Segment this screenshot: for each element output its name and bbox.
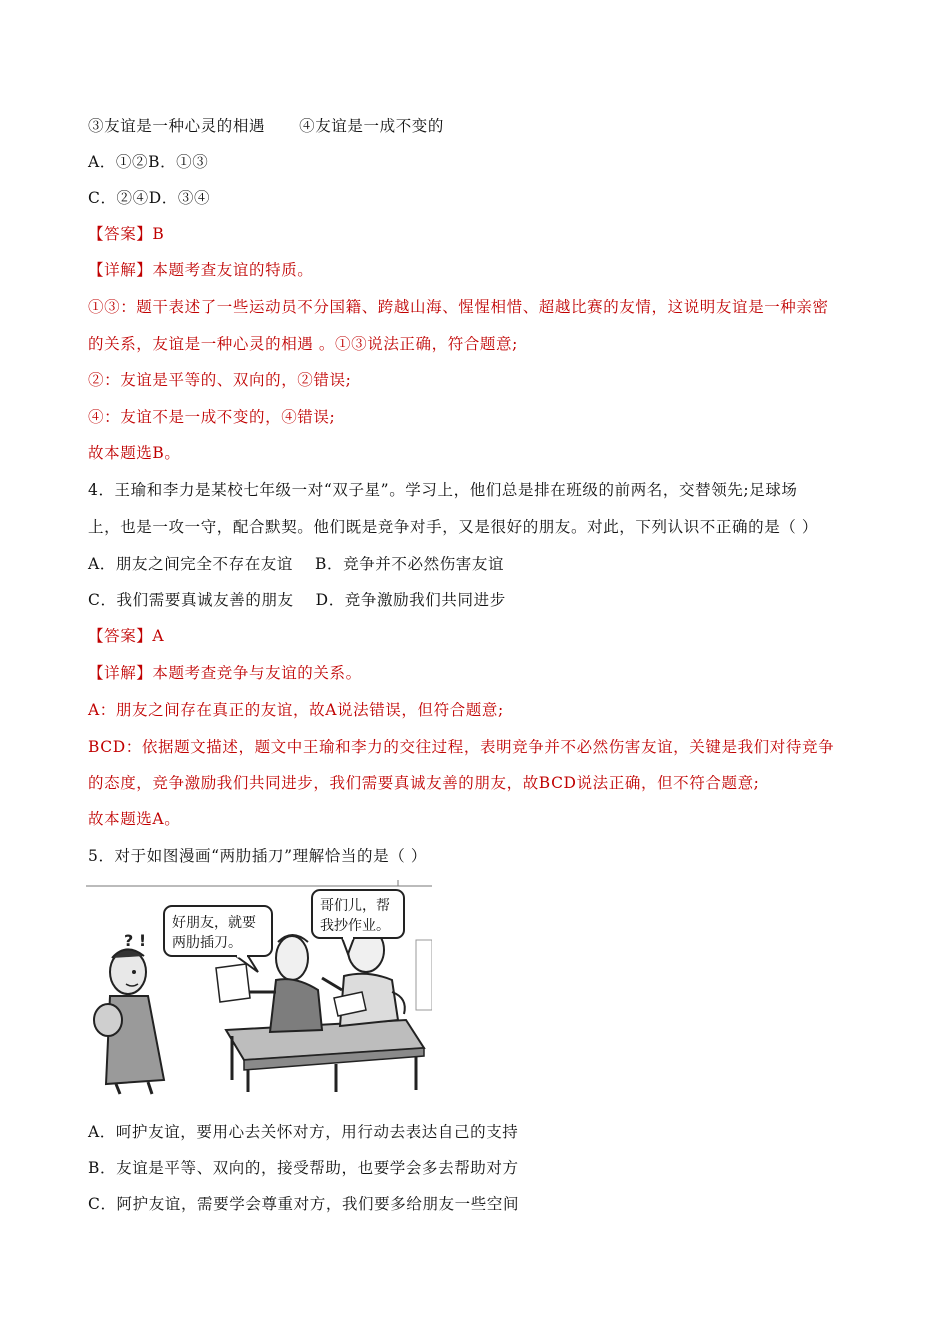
q3-statement-3: ③友谊是一种心灵的相遇 [88, 117, 266, 135]
q3-options-ab: A．①②B．①③ [88, 153, 209, 171]
q5-stem: 5．对于如图漫画“两肋插刀”理解恰当的是（ ） [88, 847, 427, 865]
puzzle-marks: ? ! [124, 931, 147, 950]
bubble-left-line-2: 两肋插刀。 [172, 935, 242, 951]
q4-option-d: D．竞争激励我们共同进步 [315, 591, 506, 609]
q4-options-cd-row [88, 590, 506, 610]
q4-option-a: A．朋友之间完全不存在友谊 [88, 555, 293, 573]
q3-conclusion: 故本题选B。 [88, 444, 181, 462]
q3-explain-1b: 的关系，友谊是一种心灵的相遇 。①③说法正确，符合题意; [88, 335, 518, 353]
q4-explain-a: A：朋友之间存在真正的友谊，故A说法错误，但符合题意; [88, 701, 504, 719]
bubble-left-line-1: 好朋友，就要 [172, 915, 256, 931]
q4-option-b: B．竞争并不必然伤害友谊 [315, 555, 505, 573]
bubble-right-line-1: 哥们儿，帮 [320, 898, 390, 914]
q4-stem-a: 4．王瑜和李力是某校七年级一对“双子星”。学习上，他们总是排在班级的前两名，交替领先;足球场 [88, 481, 798, 499]
q3-explain-1a: ①③：题干表述了一些运动员不分国籍、跨越山海、惺惺相惜、超越比赛的友情，这说明友谊是一种亲密 [88, 298, 829, 316]
q4-option-c: C．我们需要真诚友善的朋友 [88, 591, 294, 609]
q3-options-cd: C．②④D．③④ [88, 189, 211, 207]
q4-explain-bcd-b: 的态度，竞争激励我们共同进步，我们需要真诚友善的朋友，故BCD说法正确，但不符合题意; [88, 774, 760, 792]
q3-statements-row [88, 116, 444, 136]
q3-explain-3: ④：友谊不是一成不变的，④错误; [88, 408, 336, 426]
q4-explain-bcd-a: BCD：依据题文描述，题文中王瑜和李力的交往过程，表明竞争并不必然伤害友谊，关键是我们对待竞争 [88, 738, 835, 756]
q4-answer: 【答案】A [88, 627, 165, 645]
bubble-right-line-2: 我抄作业。 [320, 918, 390, 934]
q5-option-a: A．呵护友谊，要用心去关怀对方，用行动去表达自己的支持 [88, 1123, 519, 1141]
q3-statement-4: ④友谊是一成不变的 [299, 117, 445, 135]
q5-option-c: C．阿护友谊，需要学会尊重对方，我们要多给朋友一些空间 [88, 1195, 520, 1213]
q3-explain-title: 【详解】本题考查友谊的特质。 [88, 261, 314, 279]
q4-stem-b: 上，也是一攻一守，配合默契。他们既是竞争对手，又是很好的朋友。对此，下列认识不正确的是（ ） [88, 518, 819, 536]
q5-option-b: B．友谊是平等、双向的，接受帮助，也要学会多去帮助对方 [88, 1159, 519, 1177]
q4-explain-title: 【详解】本题考查竞争与友谊的关系。 [88, 664, 362, 682]
q3-explain-2: ②：友谊是平等的、双向的，②错误; [88, 371, 352, 389]
q3-answer: 【答案】B [88, 225, 165, 243]
q4-conclusion: 故本题选A。 [88, 810, 181, 828]
q4-options-ab-row [88, 554, 504, 574]
two-ribs-cartoon [86, 880, 432, 1098]
